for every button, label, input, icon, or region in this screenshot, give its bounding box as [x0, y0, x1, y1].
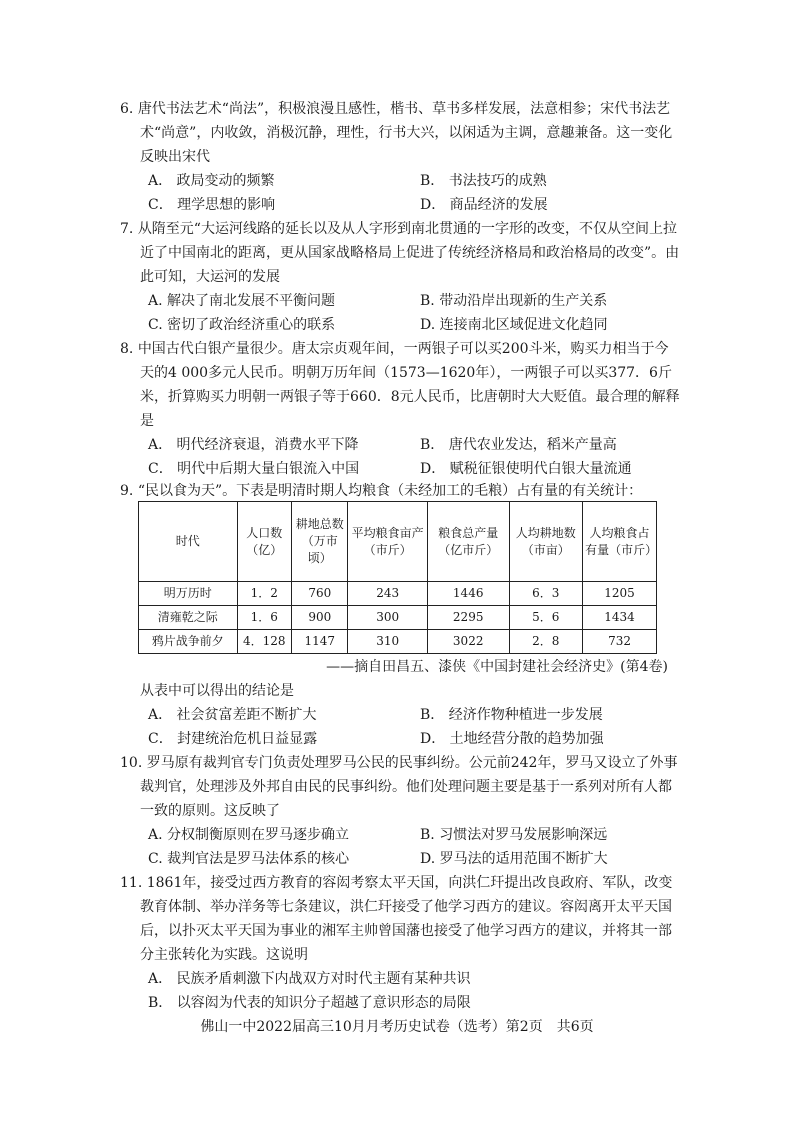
table-cell: 300 — [348, 606, 427, 630]
option-c[interactable]: C． 理学思想的影响 — [148, 197, 276, 213]
option-a[interactable]: A． 社会贫富差距不断扩大 — [148, 707, 317, 723]
options-row — [120, 847, 680, 871]
option-c[interactable]: C． 封建统治危机日益显露 — [148, 731, 318, 747]
grain-statistics-table — [138, 501, 657, 654]
table-cell: 3022 — [427, 630, 509, 654]
question-number: 11. — [120, 875, 143, 891]
option-a[interactable]: A. 解决了南北发展不平衡问题 — [148, 293, 336, 309]
options-row — [120, 703, 680, 727]
question-stem: 6. 唐代书法艺术“尚法”，积极浪漫且感性，楷书、草书多样发展，法意相参；宋代书法艺术“尚意”，内收敛，消极沉静，理性，行书大兴，以闲适为主调，意趣兼备。这一变化反映出宋代 — [120, 101, 673, 165]
table-cell: 1．6 — [237, 606, 292, 630]
option-b[interactable]: B． 唐代农业发达，稻米产量高 — [420, 437, 617, 453]
option-a[interactable]: A． 明代经济衰退，消费水平下降 — [148, 437, 359, 453]
table-cell: 732 — [583, 630, 657, 654]
option-b[interactable]: B． 经济作物种植进一步发展 — [420, 707, 603, 723]
options-row — [120, 991, 680, 1015]
table-header-row — [139, 502, 657, 582]
question-7 — [120, 217, 680, 337]
table-cell: 2．8 — [509, 630, 583, 654]
table-header: 人均耕地数（市亩） — [509, 502, 583, 582]
option-d[interactable]: D． 赋税征银使明代白银大量流通 — [420, 461, 632, 477]
question-stem: 10. 罗马原有裁判官专门负责处理罗马公民的民事纠纷。公元前242年，罗马又设立了外事裁判官，处理涉及外邦自由民的民事纠纷。他们处理问题主要是基于一系列对所有人都一致的原则。这反映了 — [120, 755, 678, 819]
option-a[interactable]: A. 分权制衡原则在罗马逐步确立 — [148, 827, 350, 843]
table-header: 人口数（亿） — [237, 502, 292, 582]
option-a[interactable]: A． 政局变动的频繁 — [148, 173, 275, 189]
table-cell: 1434 — [583, 606, 657, 630]
options-row — [120, 433, 680, 457]
question-stem: 11. 1861年，接受过西方教育的容闳考察太平天国，向洪仁玕提出改良政府、军队，改变教育体制、举办洋务等七条建议，洪仁玕接受了他学习西方的建议。容闳离开太平天国后，以扑灭太平天国为事业的湘军主帅曾国藩也接受了他学习西方的建议，并将其一部分主张转化为实践。这说明 — [120, 875, 673, 963]
question-10 — [120, 751, 680, 871]
question-number: 6. — [120, 101, 134, 117]
question-11 — [120, 871, 680, 1015]
table-header: 耕地总数（万市顷） — [292, 502, 348, 582]
table-cell: 243 — [348, 582, 427, 606]
table-cell: 1205 — [583, 582, 657, 606]
table-row — [139, 630, 657, 654]
question-stem: 7. 从隋至元“大运河线路的延长以及从人字形到南北贯通的一字形的改变，不仅从空间上拉近了中国南北的距离，更从国家战略格局上促进了传统经济格局和政治格局的改变”。由此可知，大运河的发展 — [120, 221, 680, 285]
options-row — [120, 313, 680, 337]
option-d[interactable]: D． 商品经济的发展 — [420, 197, 548, 213]
option-d[interactable]: D. 连接南北区域促进文化趋同 — [420, 317, 608, 333]
question-stem: 8. 中国古代白银产量很少。唐太宗贞观年间，一两银子可以买200斗米，购买力相当于今天的4 000多元人民币。明朝万历年间（1573—1620年），一两银子可以买377．6斤米，折算购买力明朝一两银子等于660．8元人民币，比唐朝时大大贬值。最合理的解释是 — [120, 341, 680, 429]
table-cell: 900 — [292, 606, 348, 630]
option-c[interactable]: C. 密切了政治经济重心的联系 — [148, 317, 336, 333]
option-b[interactable]: B. 习惯法对罗马发展影响深远 — [420, 827, 608, 843]
question-number: 7. — [120, 221, 134, 237]
options-row — [120, 289, 680, 313]
table-cell: 1．2 — [237, 582, 292, 606]
option-c[interactable]: C. 裁判官法是罗马法体系的核心 — [148, 851, 350, 867]
question-number: 10. — [120, 755, 143, 771]
table-cell: 清雍乾之际 — [139, 606, 238, 630]
question-9-options — [120, 679, 680, 751]
options-row — [120, 727, 680, 751]
options-row — [120, 457, 680, 481]
question-number: 9. — [120, 483, 134, 499]
table-header: 人均粮食占有量（市斤） — [583, 502, 657, 582]
page-footer: 佛山一中2022届高三10月月考历史试卷（选考）第2页 共6页 — [200, 1019, 594, 1035]
conclusion-prompt: 从表中可以得出的结论是 — [140, 683, 294, 699]
option-b[interactable]: B． 以容闳为代表的知识分子超越了意识形态的局限 — [148, 995, 471, 1011]
question-number: 8. — [120, 341, 134, 357]
option-c[interactable]: C． 明代中后期大量白银流入中国 — [148, 461, 360, 477]
options-row — [120, 823, 680, 847]
table-cell: 4．128 — [237, 630, 292, 654]
table-cell: 6．3 — [509, 582, 583, 606]
table-cell: 1446 — [427, 582, 509, 606]
table-row — [139, 606, 657, 630]
table-cell: 310 — [348, 630, 427, 654]
table-header: 平均粮食亩产（市斤） — [348, 502, 427, 582]
table-cell: 鸦片战争前夕 — [139, 630, 238, 654]
table-cell: 1147 — [292, 630, 348, 654]
question-8 — [120, 337, 680, 481]
table-cell: 2295 — [427, 606, 509, 630]
question-stem: 9. “民以食为天”。下表是明清时期人均粮食（未经加工的毛粮）占有量的有关统计： — [120, 483, 643, 499]
question-9 — [120, 479, 680, 503]
table-row — [139, 582, 657, 606]
option-d[interactable]: D. 罗马法的适用范围不断扩大 — [420, 851, 608, 867]
options-row — [120, 193, 680, 217]
table-header: 粮食总产量（亿市斤） — [427, 502, 509, 582]
table-cell: 5．6 — [509, 606, 583, 630]
table-cell: 明万历时 — [139, 582, 238, 606]
option-b[interactable]: B． 书法技巧的成熟 — [420, 173, 547, 189]
question-6 — [120, 97, 680, 217]
option-a[interactable]: A． 民族矛盾刺激下内战双方对时代主题有某种共识 — [148, 971, 471, 987]
option-b[interactable]: B. 带动沿岸出现新的生产关系 — [420, 293, 608, 309]
options-row — [120, 967, 680, 991]
options-row — [120, 169, 680, 193]
table-header: 时代 — [139, 502, 238, 582]
table-source: ——摘自田昌五、漆侠《中国封建社会经济史》(第4卷) — [326, 659, 668, 675]
option-d[interactable]: D． 土地经营分散的趋势加强 — [420, 731, 604, 747]
table-cell: 760 — [292, 582, 348, 606]
